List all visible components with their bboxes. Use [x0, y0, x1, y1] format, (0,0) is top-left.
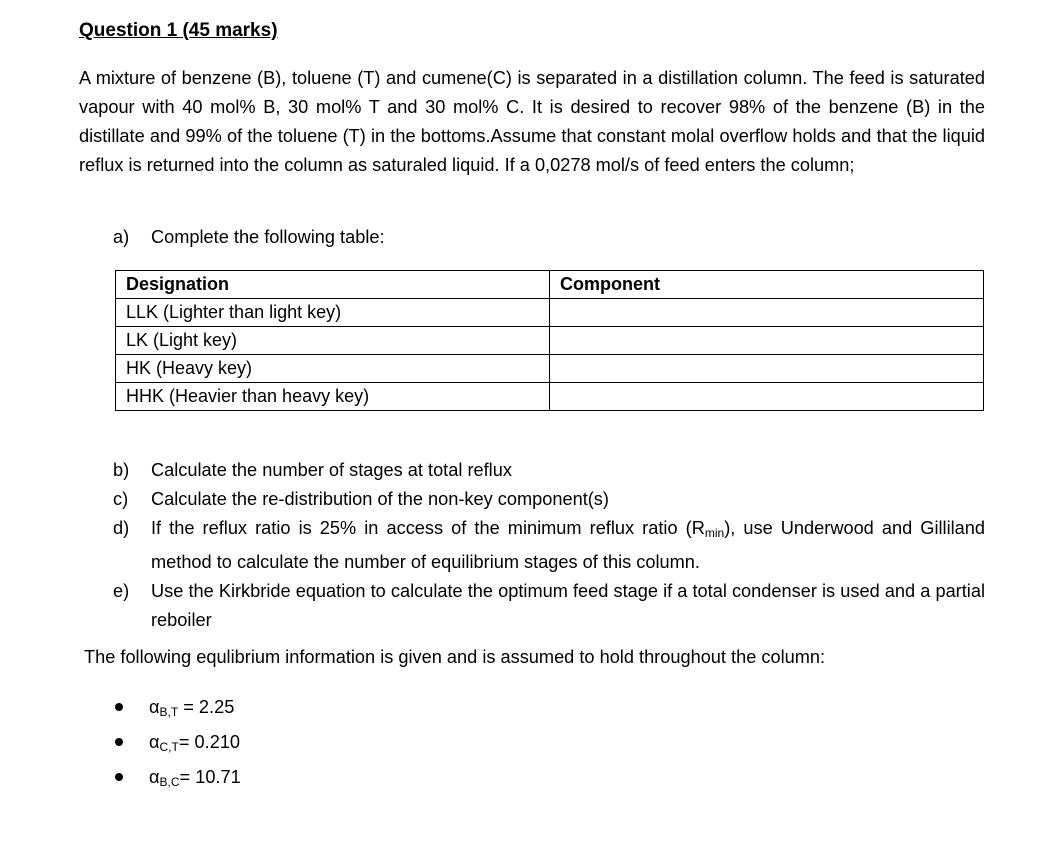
- part-text-cont: ), use Underwood and Gilliland method to calculate the number of equilibrium stages of this column.: [151, 518, 985, 572]
- alpha-value: = 10.71: [179, 767, 241, 787]
- designation-cell: HHK (Heavier than heavy key): [116, 383, 550, 411]
- alpha-value: = 0.210: [178, 732, 241, 752]
- volatility-item: [113, 762, 241, 797]
- part-a: [113, 227, 385, 248]
- part-text: If the reflux ratio is 25% in access of the minimum reflux ratio (R: [151, 518, 705, 538]
- part-text: Calculate the re-distribution of the non-key component(s): [151, 489, 609, 509]
- part-text: Complete the following table:: [151, 227, 385, 247]
- designation-cell: HK (Heavy key): [116, 355, 550, 383]
- part-text: Use the Kirkbride equation to calculate the optimum feed stage if a total condenser is used and a partial reboiler: [151, 581, 985, 630]
- alpha-symbol: α: [149, 767, 160, 787]
- part-label: b): [113, 460, 130, 480]
- table-row: [116, 383, 984, 411]
- part-label: c): [113, 489, 129, 509]
- designation-table: [115, 270, 984, 411]
- volatility-item: [113, 727, 241, 762]
- component-cell: [550, 327, 984, 355]
- component-cell: [550, 299, 984, 327]
- part-d: [113, 514, 985, 577]
- table-row: [116, 327, 984, 355]
- alpha-subscript: B,T: [159, 705, 179, 719]
- given-info-text: The following equlibrium information is given and is assumed to hold throughout the column:: [84, 647, 826, 667]
- table-row: [116, 299, 984, 327]
- alpha-subscript: C,T: [159, 740, 179, 754]
- alpha-value: = 2.25: [183, 697, 235, 717]
- component-cell: [550, 383, 984, 411]
- volatility-list: [113, 692, 241, 797]
- part-label: a): [113, 227, 130, 247]
- part-label: d): [113, 518, 130, 538]
- part-label: e): [113, 581, 130, 601]
- bullet-icon: [115, 703, 123, 711]
- table-header-row: [116, 271, 984, 299]
- part-c: [113, 485, 985, 514]
- bullet-icon: [115, 773, 123, 781]
- volatility-item: [113, 692, 241, 727]
- header-component: Component: [550, 271, 984, 299]
- problem-statement: A mixture of benzene (B), toluene (T) and cumene(C) is separated in a distillation column. The feed is saturated vapour with 40 mol% B, 30 mol% T and 30 mol% C. It is desired to recover 98% of the benzene (B) in the distillate and 99% of the toluene (T) in the bottoms.Assume that constant molal overflow holds and that the liquid reflux is returned into the column as saturaled liquid. If a 0,0278 mol/s of feed enters the column;: [79, 68, 985, 175]
- component-cell: [550, 355, 984, 383]
- alpha-symbol: α: [149, 732, 160, 752]
- designation-cell: LK (Light key): [116, 327, 550, 355]
- alpha-subscript: B,C: [159, 775, 180, 789]
- header-designation: Designation: [116, 271, 550, 299]
- rmin-subscript: min: [704, 526, 725, 540]
- question-parts: [113, 456, 985, 635]
- part-e: [113, 577, 985, 635]
- part-text: Calculate the number of stages at total reflux: [151, 460, 512, 480]
- alpha-symbol: α: [149, 697, 160, 717]
- designation-cell: LLK (Lighter than light key): [116, 299, 550, 327]
- table-row: [116, 355, 984, 383]
- question-heading: Question 1 (45 marks): [79, 20, 278, 41]
- part-b: [113, 456, 985, 485]
- bullet-icon: [115, 738, 123, 746]
